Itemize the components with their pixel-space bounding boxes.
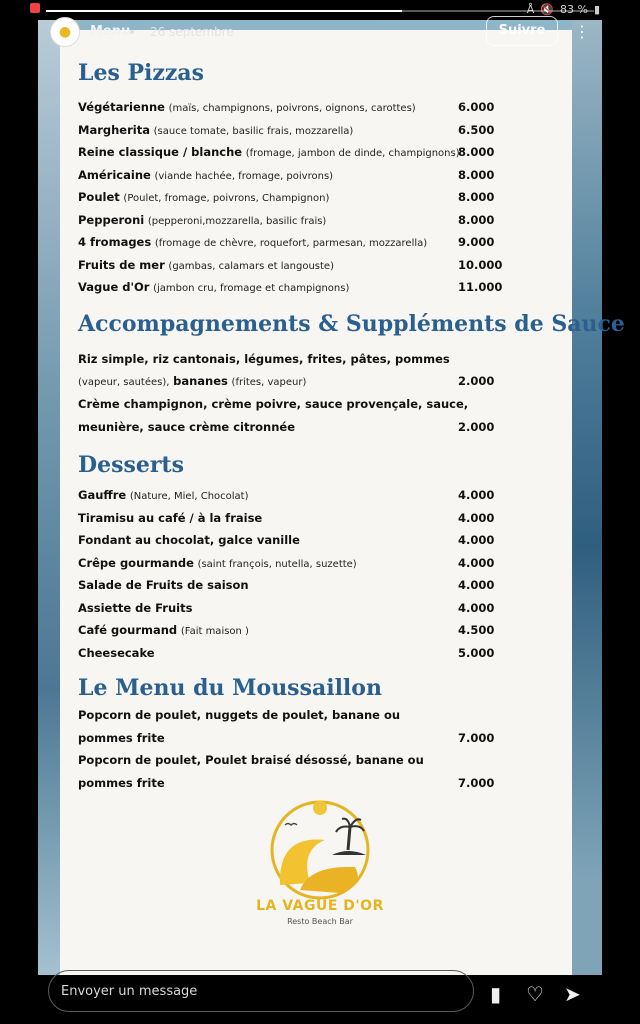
pizza-item-desc: (viande hachée, fromage, poivrons)	[154, 170, 334, 182]
dessert-item	[78, 646, 498, 666]
battery-level: 83 %	[559, 3, 588, 16]
moussaillon-item-2-line-2	[78, 776, 498, 796]
moussaillon-item-2-line-1	[78, 753, 498, 773]
moussaillon-item-1-text: Popcorn de poulet, nuggets de poulet, banane ou	[78, 708, 401, 722]
dessert-item	[78, 533, 498, 553]
dessert-item	[78, 488, 498, 508]
follow-button[interactable]: Suivre	[486, 16, 558, 46]
dessert-item	[78, 623, 498, 643]
pizza-item-price: 8.000	[458, 190, 495, 204]
logo-wave-icon	[230, 795, 410, 900]
dessert-item	[78, 511, 498, 531]
pizza-item-price: 6.500	[458, 122, 495, 137]
dessert-item-price: 4.000	[458, 555, 495, 570]
section-title-accompagnements: Accompagnements & Suppléments de Sauce	[78, 311, 625, 337]
pizza-item-price: 10.000	[458, 257, 503, 272]
dessert-item-price: 4.000	[458, 533, 495, 547]
pizza-item	[78, 235, 498, 255]
pizza-item-price: 9.000	[458, 235, 495, 249]
restaurant-logo	[230, 795, 410, 935]
accomp-item-2-price: 2.000	[458, 420, 495, 434]
story-date: 26 septembre	[150, 25, 234, 39]
story-username[interactable]: Menu	[90, 24, 131, 39]
accomp-item-1-price: 2.000	[458, 374, 495, 388]
heart-icon[interactable]: ♡	[526, 982, 544, 1006]
pizza-item-desc: (pepperoni,mozzarella, basilic frais)	[147, 215, 327, 227]
logo-name: LA VAGUE D'OR	[256, 898, 384, 914]
moussaillon-item-1-text-2: pommes frite	[78, 731, 165, 745]
accomp-item-2-line-2	[78, 420, 498, 440]
accomp-item-1-name: bananes	[173, 374, 228, 388]
bluetooth-icon: Å	[526, 3, 535, 16]
pizza-item-desc: (maïs, champignons, poivrons, oignons, carottes)	[168, 103, 416, 114]
pizza-item-name: Reine classique / blanche	[78, 145, 243, 159]
dessert-item	[78, 578, 498, 598]
dessert-item-price: 4.000	[458, 488, 495, 502]
pizza-item-name: 4 fromages	[78, 235, 152, 249]
accomp-item-2-line-1	[78, 397, 498, 417]
wave-background-right	[572, 20, 602, 975]
pizza-item	[78, 213, 498, 233]
moussaillon-item-1-line-1	[78, 708, 498, 728]
pizza-item-desc: (fromage de chèvre, roquefort, parmesan, mozzarella)	[154, 238, 428, 249]
pizza-item-price: 8.000	[458, 145, 495, 159]
moussaillon-item-2-text-2: pommes frite	[78, 776, 165, 790]
message-input[interactable]: Envoyer un message	[48, 970, 474, 1012]
accomp-item-2-name: meunière, sauce crème citronnée	[78, 420, 296, 434]
wave-background-left	[38, 20, 60, 975]
pizza-item-name: Poulet	[78, 190, 120, 204]
pizza-item-price: 8.000	[458, 212, 495, 227]
dessert-item-price: 4.500	[458, 623, 495, 637]
pizza-item	[78, 280, 503, 300]
pizza-item-price: 8.000	[458, 167, 495, 182]
moussaillon-item-1-line-2	[78, 731, 498, 751]
moussaillon-item-2-text: Popcorn de poulet, Poulet braisé désossé, banane ou	[78, 753, 424, 767]
avatar[interactable]: ●	[50, 17, 80, 47]
dessert-item-price: 4.000	[458, 578, 495, 592]
pizza-item-desc: (sauce tomate, basilic frais, mozzarella)	[153, 125, 354, 137]
section-title-pizzas: Les Pizzas	[78, 60, 205, 86]
dessert-item-price: 4.000	[458, 600, 495, 615]
pizza-item	[78, 190, 498, 210]
dessert-item	[78, 601, 498, 621]
mute-icon: 🔇	[540, 3, 554, 16]
accomp-item-2-text: Crème champignon, crème poivre, sauce provençale, sauce,	[78, 397, 469, 411]
moussaillon-item-1-price: 7.000	[458, 731, 495, 745]
pizza-item-name: Pepperoni	[78, 212, 145, 227]
pizza-item-desc: (gambas, calamars et langouste)	[168, 260, 334, 272]
accomp-item-1-line-1	[78, 352, 498, 372]
moussaillon-item-2-price: 7.000	[458, 776, 495, 790]
pizza-item-name: Vague d'Or	[78, 280, 150, 294]
dessert-item-desc: (Fait maison )	[180, 626, 249, 637]
pizza-item	[78, 123, 498, 143]
pizza-item-name: Margherita	[78, 122, 150, 137]
pizza-item-name: Végétarienne	[78, 100, 165, 114]
dessert-item-name: Fondant au chocolat, galce vanille	[78, 533, 300, 547]
dessert-item-name: Salade de Fruits de saison	[78, 578, 249, 592]
dessert-item	[78, 556, 498, 576]
pizza-item-price: 6.000	[458, 100, 495, 114]
section-title-moussaillon: Le Menu du Moussaillon	[78, 675, 382, 701]
pizza-item	[78, 168, 498, 188]
section-title-desserts: Desserts	[78, 452, 184, 478]
pizza-item-desc: (jambon cru, fromage et champignons)	[153, 283, 350, 294]
accomp-item-1-desc-2: (frites, vapeur)	[231, 377, 307, 388]
accomp-item-1-line-2	[78, 374, 498, 394]
pizza-item-name: Américaine	[78, 167, 151, 182]
story-header	[0, 0, 640, 60]
pizza-item-price: 11.000	[458, 280, 503, 294]
send-icon[interactable]: ➤	[564, 982, 581, 1006]
dessert-item-desc: (saint françois, nutella, suzette)	[197, 558, 357, 570]
dessert-item-name: Café gourmand	[78, 623, 178, 637]
pizza-item-desc: (Poulet, fromage, poivrons, Champignon)	[123, 193, 330, 204]
dessert-item-name: Gauffre	[78, 488, 127, 502]
pizza-item	[78, 100, 498, 120]
pizza-item-name: Fruits de mer	[78, 257, 165, 272]
dessert-item-name: Tiramisu au café / à la fraise	[78, 510, 263, 525]
dessert-item-name: Assiette de Fruits	[78, 600, 193, 615]
dessert-item-name: Cheesecake	[78, 645, 155, 660]
logo-tagline: Resto Beach Bar	[287, 917, 353, 926]
dessert-item-price: 5.000	[458, 645, 495, 660]
dessert-item-name: Crêpe gourmande	[78, 555, 194, 570]
dessert-item-price: 4.000	[458, 510, 495, 525]
battery-icon: ▮	[593, 3, 600, 16]
separator-dot	[130, 30, 134, 34]
pizza-item-desc: (fromage, jambon de dinde, champignons)	[245, 148, 460, 159]
share-icon[interactable]: ▮	[490, 982, 502, 1006]
dessert-item-desc: (Nature, Miel, Chocolat)	[129, 491, 249, 502]
accomp-item-1-text: Riz simple, riz cantonais, légumes, frites, pâtes, pommes	[78, 352, 450, 366]
more-icon[interactable]: ⋮	[574, 22, 590, 41]
pizza-item	[78, 145, 498, 165]
pizza-item	[78, 257, 503, 278]
accomp-item-1-desc: (vapeur, sautées),	[78, 377, 170, 388]
